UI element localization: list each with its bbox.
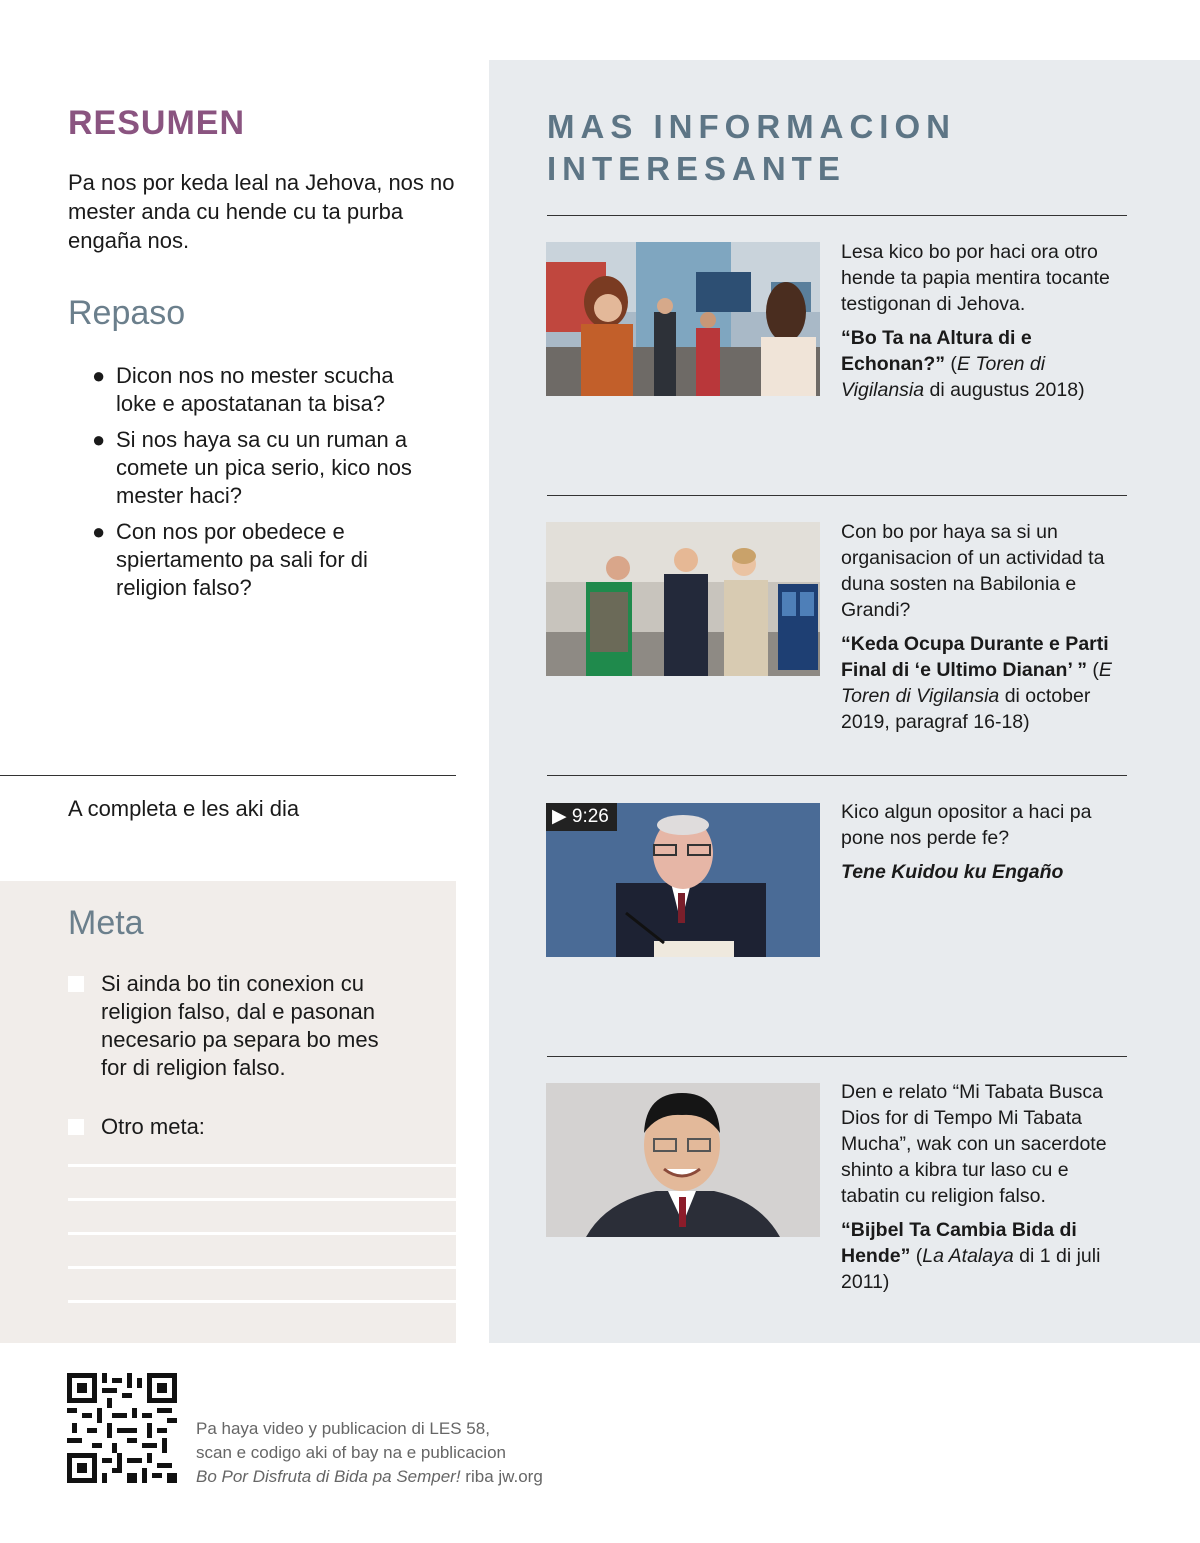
reference-title[interactable]: “Bo Ta na Altura di e Echonan?”: [841, 327, 1032, 375]
goal-writing-line[interactable]: [68, 1232, 456, 1235]
goal-writing-line[interactable]: [68, 1300, 456, 1303]
footer-line: Pa haya video y publicacion di LES 58,: [196, 1419, 490, 1438]
goal-item: [68, 1113, 408, 1141]
footer-note: [196, 1417, 543, 1489]
reference-title[interactable]: “Bijbel Ta Cambia Bida di Hende”: [841, 1219, 1077, 1267]
goal-panel: [0, 881, 456, 1343]
divider: [547, 1056, 1127, 1057]
divider: [547, 215, 1127, 216]
more-info-heading: MAS INFORMACION INTERESANTE: [547, 108, 956, 187]
entry-description: Lesa kico bo por haci ora otro hende ta papia mentira tocante testigonan di Jehova.: [841, 241, 1110, 315]
bullet-icon: ●: [92, 427, 106, 452]
footer-line: [196, 1465, 543, 1489]
goal-writing-line[interactable]: [68, 1198, 456, 1201]
publication-name: E Toren di Vigilansia: [841, 353, 1046, 401]
entry-reference[interactable]: [841, 859, 1131, 885]
entry-reference[interactable]: “Bo Ta na Altura di e Echonan?” (E Toren di Vigilansia di augustus 2018): [841, 327, 1085, 401]
goal-item-text: Si ainda bo tin conexion cu religion falso, dal e pasonan necesario pa separa bo mes for di religion falso.: [101, 971, 379, 1080]
divider: [547, 775, 1127, 776]
entry-text: [841, 239, 1131, 403]
entry-image-cart-witnessing[interactable]: [546, 522, 820, 676]
goal-checkbox[interactable]: [68, 1119, 84, 1135]
summary-text: Pa nos por keda leal na Jehova, nos no mester anda cu hende cu ta purba engaña nos.: [68, 170, 455, 253]
divider: [547, 495, 1127, 496]
review-item: ● Si nos haya sa cu un ruman a comete un pica serio, kico nos mester haci?: [92, 427, 412, 508]
review-heading: Repaso: [68, 294, 186, 332]
review-item: ● Con nos por obedece e spiertamento pa sali for di religion falso?: [92, 519, 368, 600]
reference-title[interactable]: “Keda Ocupa Durante e Parti Final di ‘e Ultimo Dianan’ ”: [841, 633, 1109, 681]
goal-item-text: Otro meta:: [101, 1114, 205, 1139]
entry-text: [841, 799, 1131, 885]
entry-reference[interactable]: “Keda Ocupa Durante e Parti Final di ‘e Ultimo Dianan’ ” (E Toren di Vigilansia di october 2019, paragraf 16-18): [841, 633, 1112, 733]
goal-writing-line[interactable]: [68, 1266, 456, 1269]
entry-description: Kico algun opositor a haci pa pone nos perde fe?: [841, 801, 1092, 849]
summary-heading: RESUMEN: [68, 104, 246, 142]
goal-heading: Meta: [68, 904, 144, 942]
publication-name: La Atalaya: [922, 1245, 1014, 1267]
entry-video-thumbnail[interactable]: [546, 803, 820, 957]
entry-image-portrait[interactable]: [546, 1083, 820, 1237]
goal-checkbox[interactable]: [68, 976, 84, 992]
entry-image-news[interactable]: [546, 242, 820, 396]
goal-item: [68, 970, 408, 1082]
entry-text: [841, 1079, 1131, 1295]
bullet-icon: ●: [92, 519, 106, 544]
divider: [0, 775, 456, 776]
entry-text: [841, 519, 1131, 735]
bullet-icon: ●: [92, 363, 106, 388]
completed-date-label: A completa e les aki dia: [68, 796, 300, 821]
review-list: [92, 362, 432, 610]
entry-description: Con bo por haya sa si un organisacion of un actividad ta duna sosten na Babilonia e Grandi?: [841, 521, 1105, 621]
video-duration-badge: ▶ 9:26: [546, 803, 617, 831]
goal-writing-line[interactable]: [68, 1164, 456, 1167]
footer-line: scan e codigo aki of bay na e publicacion: [196, 1443, 506, 1462]
publication-name: Bo Por Disfruta di Bida pa Semper!: [196, 1467, 461, 1486]
publication-name: E Toren di Vigilansia: [841, 659, 1112, 707]
qr-code-icon[interactable]: [67, 1373, 177, 1483]
entry-description: Den e relato “Mi Tabata Busca Dios for di Tempo Mi Tabata Mucha”, wak con un sacerdote shinto a kibra tur laso cu e tabatin cu religion falso.: [841, 1081, 1107, 1207]
footer-link-text[interactable]: riba jw.org: [460, 1467, 543, 1486]
review-item: ● Dicon nos no mester scucha loke e apostatanan ta bisa?: [92, 363, 394, 416]
entry-reference[interactable]: “Bijbel Ta Cambia Bida di Hende” (La Atalaya di 1 di juli 2011): [841, 1219, 1101, 1293]
video-title[interactable]: Tene Kuidou ku Engaño: [841, 861, 1064, 883]
